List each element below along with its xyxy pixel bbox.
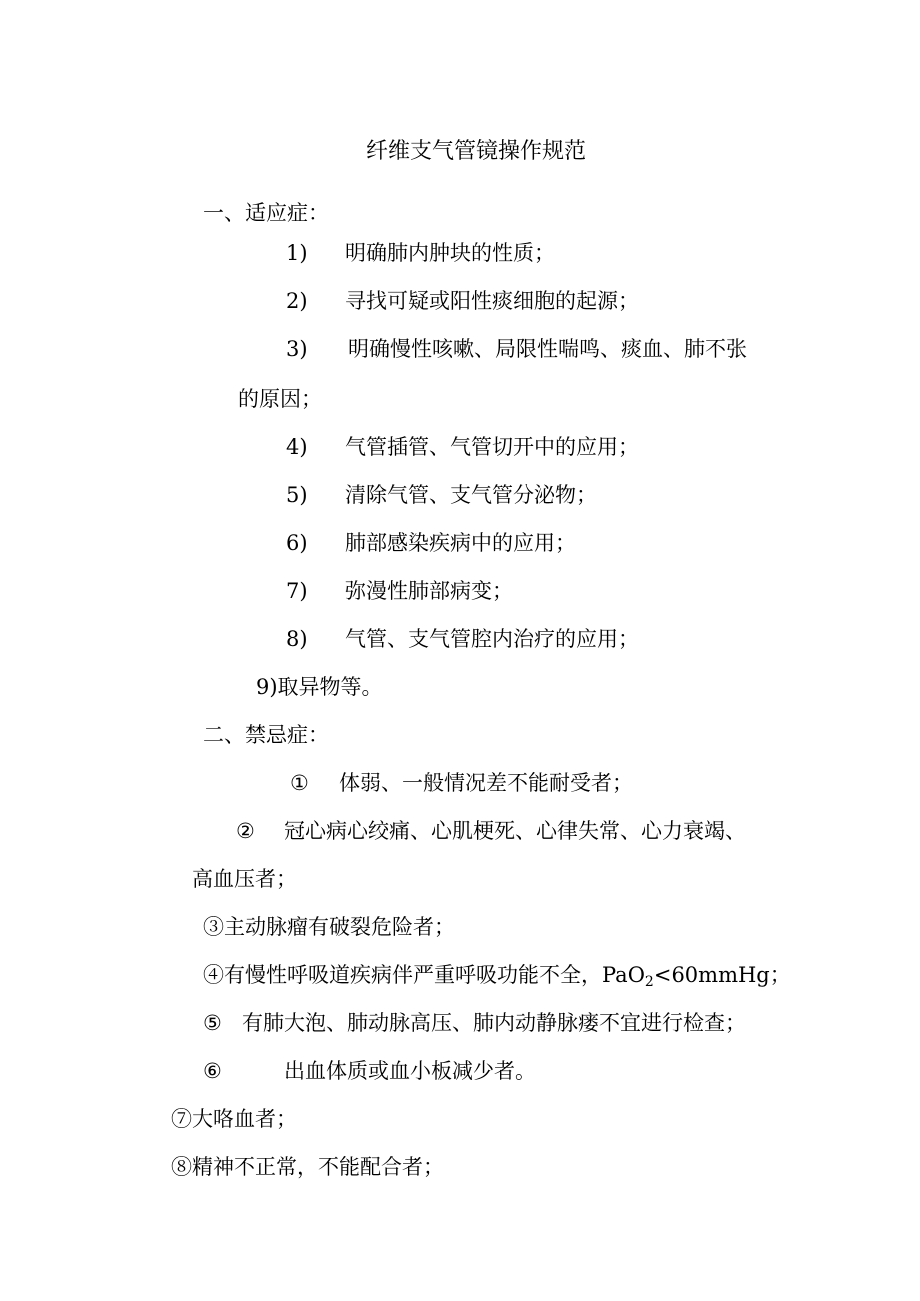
contraindication-2-text: 冠心病心绞痛、心肌梗死、心律失常、心力衰竭、 xyxy=(284,819,746,843)
indication-1-number: 1) xyxy=(286,241,308,265)
contraindication-1-number: ① xyxy=(290,771,309,795)
indication-5-number: 5) xyxy=(286,483,308,507)
indication-8-text: 气管、支气管腔内治疗的应用； xyxy=(345,627,639,651)
contraindication-2-continuation: 高血压者； xyxy=(192,867,297,891)
indication-3-number: 3) xyxy=(286,337,308,361)
contraindication-4-suffix: <60mmHg； xyxy=(653,963,791,987)
indication-4-number: 4) xyxy=(286,435,308,459)
contraindication-6-number: ⑥ xyxy=(203,1059,222,1083)
contraindication-4-text xyxy=(203,962,791,995)
contraindication-4-subscript: 2 xyxy=(644,974,654,990)
contraindications-heading: 二、禁忌症： xyxy=(203,723,329,747)
contraindication-6-text: 出血体质或血小板减少者。 xyxy=(284,1059,536,1083)
contraindication-5-text: 有肺大泡、肺动脉高压、肺内动静脉瘘不宜进行检查； xyxy=(242,1011,746,1035)
contraindication-2-number: ② xyxy=(236,819,255,843)
indication-5-text: 清除气管、支气管分泌物； xyxy=(345,483,597,507)
contraindication-4-prefix: ④有慢性呼吸道疾病伴严重呼吸功能不全，PaO xyxy=(203,963,645,987)
indication-3-text: 明确慢性咳嗽、局限性喘鸣、痰血、肺不张 xyxy=(348,337,747,361)
indication-9-text: 9)取异物等。 xyxy=(256,675,383,699)
indication-8-number: 8) xyxy=(286,627,308,651)
indication-6-text: 肺部感染疾病中的应用； xyxy=(345,531,576,555)
indication-7-number: 7) xyxy=(286,579,308,603)
contraindication-8-text: ⑧精神不正常，不能配合者； xyxy=(171,1155,444,1179)
indication-1-text: 明确肺内肿块的性质； xyxy=(345,241,555,265)
page-title: 纤维支气管镜操作规范 xyxy=(365,139,586,164)
indication-7-text: 弥漫性肺部病变； xyxy=(345,579,513,603)
indication-3-continuation: 的原因； xyxy=(238,387,322,411)
indication-6-number: 6) xyxy=(286,531,308,555)
contraindication-3-text: ③主动脉瘤有破裂危险者； xyxy=(203,915,455,939)
indication-2-number: 2) xyxy=(286,289,308,313)
contraindication-7-text: ⑦大咯血者； xyxy=(171,1107,297,1131)
contraindication-5-number: ⑤ xyxy=(203,1011,222,1035)
indications-heading: 一、适应症： xyxy=(203,201,329,225)
indication-4-text: 气管插管、气管切开中的应用； xyxy=(345,435,639,459)
indication-2-text: 寻找可疑或阳性痰细胞的起源； xyxy=(345,289,639,313)
contraindication-1-text: 体弱、一般情况差不能耐受者； xyxy=(339,771,633,795)
